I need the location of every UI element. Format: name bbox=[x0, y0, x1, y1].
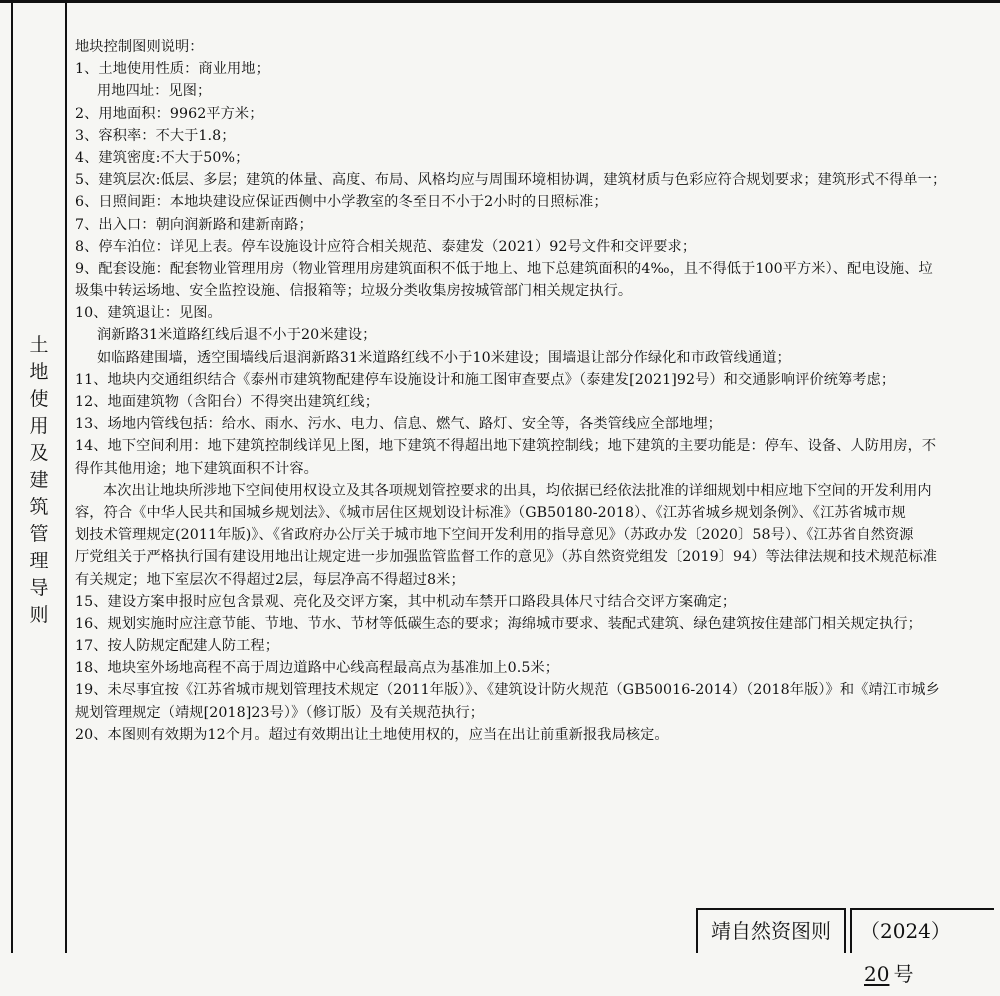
note-line: 得作其他用途；地下建筑面积不计容。 bbox=[75, 460, 318, 477]
side-title-char: 筑 bbox=[29, 496, 49, 518]
note-line: 规划管理规定（靖规[2018]23号）》（修订版）及有关规范执行； bbox=[75, 704, 485, 721]
stamp-suffix: 号 bbox=[893, 962, 914, 986]
side-title-char: 建 bbox=[29, 469, 49, 491]
side-title-char: 地 bbox=[29, 361, 49, 383]
note-line: 11、地块内交通组织结合《泰州市建筑物配建停车设施设计和施工图审查要点》（泰建发[2021]92号）和交通影响评价统筹考虑； bbox=[75, 371, 896, 388]
note-line: 6、日照间距：本地块建设应保证西侧中小学教室的冬至日不小于2小时的日照标准； bbox=[75, 194, 608, 211]
note-line: 1、土地使用性质：商业用地； bbox=[75, 61, 270, 78]
note-line: 18、地块室外场地高程不高于周边道路中心线高程最高点为基准加上0.5米； bbox=[75, 660, 560, 677]
note-line: 容，符合《中华人民共和国城乡规划法》、《城市居住区规划设计标准》（GB50180-2018）、《江苏省城乡规划条例》、《江苏省城市规 bbox=[75, 504, 906, 521]
side-title-char: 及 bbox=[29, 442, 49, 464]
note-line: 划技术管理规定(2011年版)》、《省政府办公厅关于城市地下空间开发利用的指导意见》（苏政办发〔2020〕58号）、《江苏省自然资源 bbox=[75, 527, 914, 544]
note-line: 9、配套设施：配套物业管理用房（物业管理用房建筑面积不低于地上、地下总建筑面积的4‰，且不得低于100平方米）、配电设施、垃 bbox=[75, 260, 933, 277]
note-line: 4、建筑密度:不大于50%； bbox=[75, 149, 250, 166]
note-line: 8、停车泊位：详见上表。停车设施设计应符合相关规范、泰建发（2021）92号文件和交评要求； bbox=[75, 238, 697, 255]
note-line: 7、出入口：朝向润新路和建新南路； bbox=[75, 216, 313, 233]
note-line: 润新路31米道路红线后退不小于20米建设； bbox=[97, 327, 377, 344]
side-title-char: 导 bbox=[29, 577, 49, 599]
top-border bbox=[0, 0, 1000, 3]
note-line: 如临路建围墙，透空围墙线后退润新路31米道路红线不小于10米建设；围墙退让部分作绿化和市政管线通道； bbox=[97, 349, 791, 366]
side-title-char: 使 bbox=[29, 388, 49, 410]
side-title-char: 则 bbox=[29, 604, 49, 626]
note-line: 地块控制图则说明： bbox=[75, 39, 204, 55]
side-title bbox=[13, 332, 65, 629]
side-title-char: 管 bbox=[29, 523, 49, 545]
note-line: 10、建筑退让：见图。 bbox=[75, 305, 222, 322]
note-line: 16、规划实施时应注意节能、节地、节水、节材等低碳生态的要求；海绵城市要求、装配式建筑、绿色建筑按住建部门相关规定执行； bbox=[75, 615, 922, 632]
note-line: 用地四址：见图； bbox=[97, 83, 212, 100]
stamp-number bbox=[850, 908, 994, 986]
document-number-box bbox=[696, 908, 994, 986]
note-line: 圾集中转运场地、安全监控设施、信报箱等；垃圾分类收集房按城管部门相关规定执行。 bbox=[75, 283, 633, 300]
note-line: 厅党组关于严格执行国有建设用地出让规定进一步加强监管监督工作的意见》（苏自然资党组发〔2019〕94）等法律法规和技术规范标准 bbox=[75, 549, 938, 566]
note-line: 15、建设方案申报时应包含景观、亮化及交评方案，其中机动车禁开口路段具体尺寸结合交评方案确定； bbox=[75, 593, 737, 610]
stamp-num: 20 bbox=[864, 962, 890, 986]
note-line: 13、场地内管线包括：给水、雨水、污水、电力、信息、燃气、路灯、安全等，各类管线应全部地埋； bbox=[75, 416, 722, 433]
notes-body bbox=[75, 36, 997, 746]
note-line: 有关规定；地下室层次不得超过2层，每层净高不得超过8米； bbox=[75, 571, 465, 588]
note-line: 本次出让地块所涉地下空间使用权设立及其各项规划管控要求的出具，均依据已经依法批准的详细规划中相应地下空间的开发利用内 bbox=[103, 482, 932, 499]
stamp-label: 靖自然资图则 bbox=[696, 908, 846, 953]
stamp-year: （2024） bbox=[860, 919, 951, 943]
note-line: 12、地面建筑物（含阳台）不得突出建筑红线； bbox=[75, 394, 380, 410]
side-title-char: 用 bbox=[29, 415, 49, 437]
note-line: 19、未尽事宜按《江苏省城市规划管理技术规定（2011年版）》、《建筑设计防火规范（GB50016-2014）（2018年版）》和《靖江市城乡 bbox=[75, 682, 940, 699]
note-line: 14、地下空间利用：地下建筑控制线详见上图，地下建筑不得超出地下建筑控制线；地下建筑的主要功能是：停车、设备、人防用房，不 bbox=[75, 438, 937, 455]
column-divider bbox=[65, 0, 67, 953]
note-line: 20、本图则有效期为12个月。超过有效期出让土地使用权的，应当在出让前重新报我局核定。 bbox=[75, 726, 669, 743]
note-line: 3、容积率：不大于1.8； bbox=[75, 127, 236, 144]
note-line: 5、建筑层次:低层、多层；建筑的体量、高度、布局、风格均应与周围环境相协调，建筑材质与色彩应符合规划要求；建筑形式不得单一； bbox=[75, 172, 947, 189]
note-line: 2、用地面积：9962平方米； bbox=[75, 105, 264, 122]
side-title-char: 土 bbox=[29, 334, 49, 356]
side-title-char: 理 bbox=[29, 550, 49, 572]
note-line: 17、按人防规定配建人防工程； bbox=[75, 638, 279, 655]
